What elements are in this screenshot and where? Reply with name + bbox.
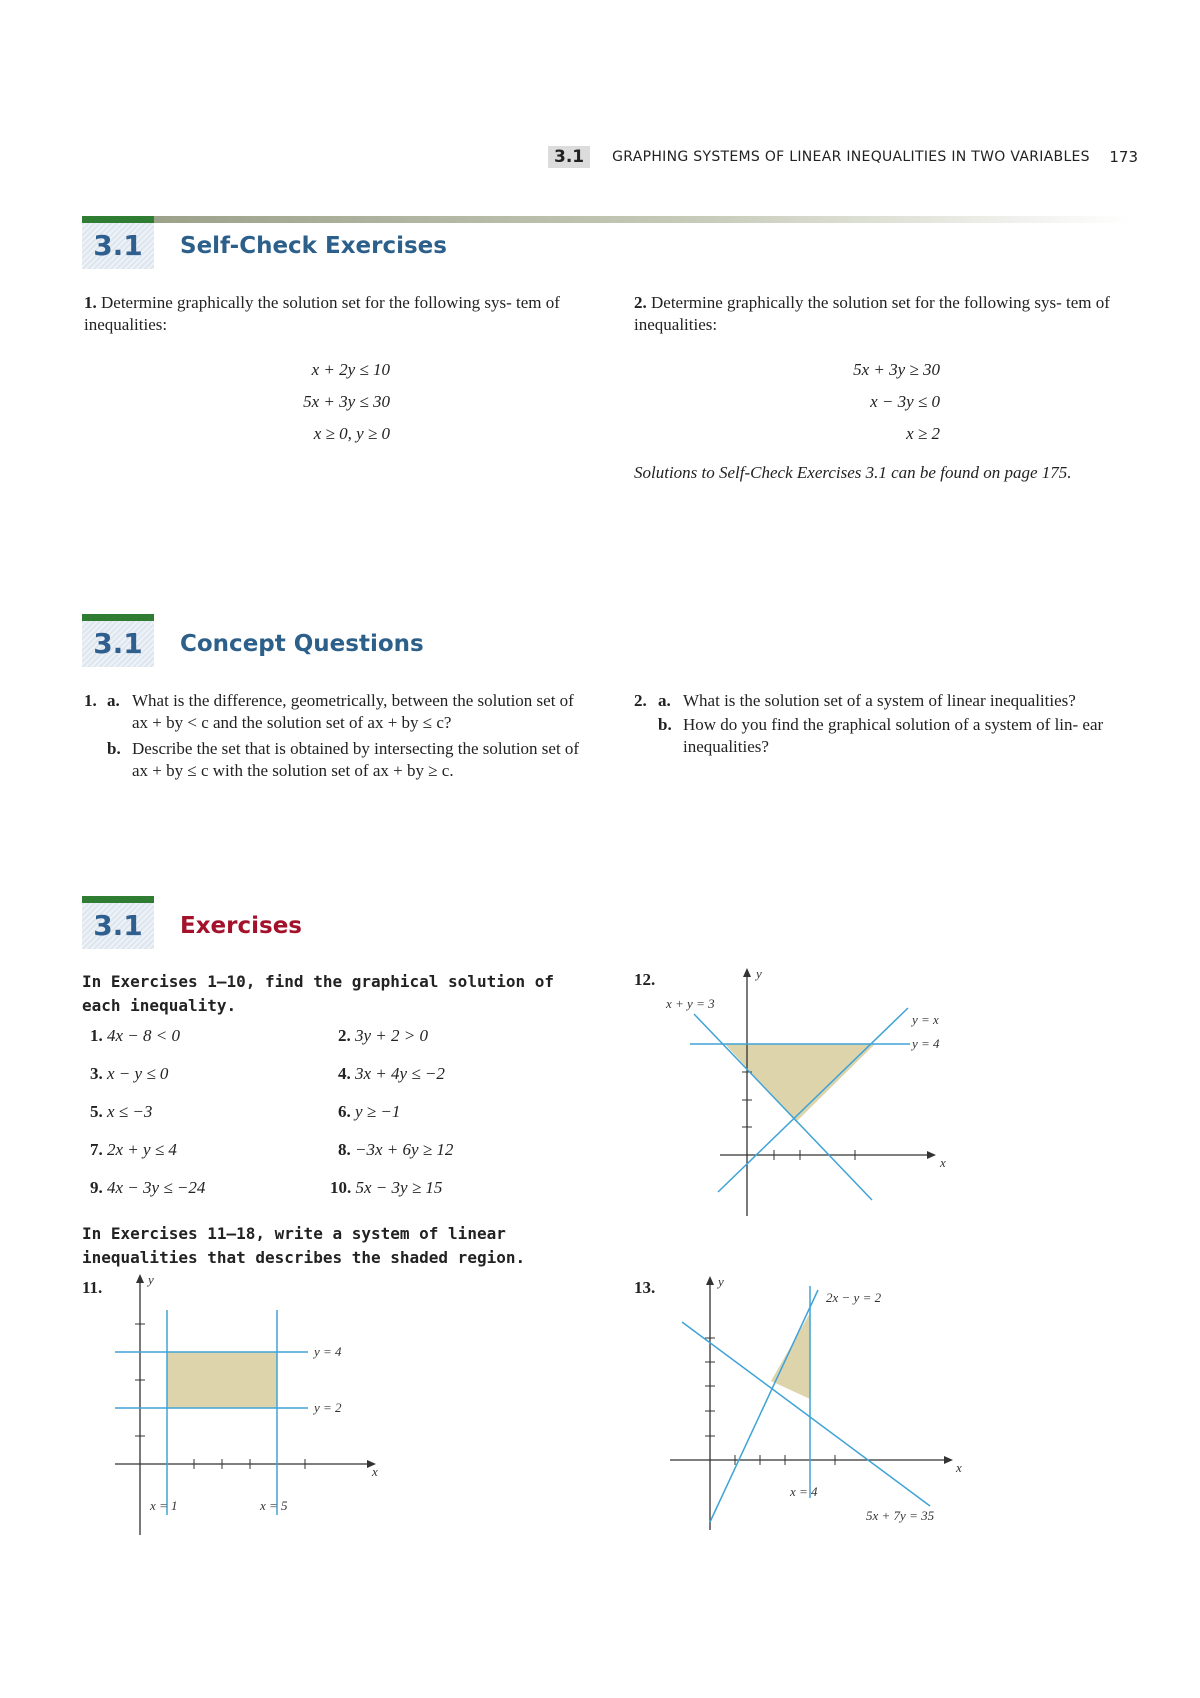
- y-axis-label: y: [756, 966, 762, 981]
- shaded-region: [167, 1352, 277, 1408]
- exercise-item: 10. 5x − 3y ≥ 15: [330, 1178, 443, 1197]
- page-number: 173: [1109, 148, 1138, 166]
- exercise-item: 3. x − y ≤ 0: [90, 1064, 169, 1083]
- x-axis-label: x: [940, 1155, 946, 1170]
- x-axis-label: x: [956, 1460, 962, 1475]
- exercise-item: 5. x ≤ −3: [90, 1102, 153, 1121]
- question-part-label: a.: [107, 691, 120, 710]
- line-label: 5x + 7y = 35: [866, 1508, 935, 1523]
- line-label: y = 4: [314, 1344, 342, 1359]
- figure-number: 12.: [634, 970, 656, 989]
- question-number: 2.: [634, 691, 647, 710]
- exercise-item: 6. y ≥ −1: [338, 1102, 401, 1121]
- section-title: Exercises: [180, 913, 302, 939]
- x-axis-arrow: [944, 1456, 953, 1464]
- exercise-item: 7. 2x + y ≤ 4: [90, 1140, 177, 1159]
- problem-number: 2.: [634, 293, 647, 312]
- section-rule: [82, 614, 154, 621]
- shaded-region: [771, 1313, 810, 1399]
- solutions-note: Solutions to Self-Check Exercises 3.1 can be found on page 175.: [634, 463, 1072, 482]
- header-title: GRAPHING SYSTEMS OF LINEAR INEQUALITIES IN TWO VARIABLES: [612, 149, 1090, 165]
- line-label: y = x: [912, 1012, 939, 1027]
- section-number-badge: 3.1: [82, 223, 154, 269]
- line-label: x = 5: [260, 1498, 288, 1513]
- section-number-badge: 3.1: [82, 903, 154, 949]
- problem-text: Determine graphically the solution set for the following sys- tem of inequalities:: [84, 293, 560, 334]
- self-check-problem-1: [84, 292, 584, 336]
- figure-number: 13.: [634, 1278, 656, 1297]
- self-check-problem-2: [634, 292, 1134, 336]
- y-axis-label: y: [148, 1272, 154, 1287]
- question-number: 1.: [84, 691, 97, 710]
- y-axis-arrow: [743, 968, 751, 977]
- question-part-label: b.: [107, 739, 121, 758]
- figure-number: 11.: [82, 1278, 103, 1297]
- question-part-label: a.: [658, 691, 671, 710]
- concept-question-2b: How do you find the graphical solution of a system of lin- ear inequalities?: [683, 715, 1104, 756]
- equation: 5x + 3y ≤ 30: [303, 392, 390, 411]
- concept-question-1b: Describe the set that is obtained by intersecting the solution set of ax + by ≤ c with the solution set of ax + by ≥ c.: [132, 739, 580, 780]
- y-axis-label: y: [718, 1274, 724, 1289]
- equation: x + 2y ≤ 10: [311, 360, 390, 379]
- concept-question-2a: What is the solution set of a system of linear inequalities?: [683, 691, 1076, 710]
- line-label: y = 4: [912, 1036, 940, 1051]
- figure-12-graph: [650, 964, 970, 1226]
- line-label: y = 2: [314, 1400, 342, 1415]
- line-label: x = 1: [150, 1498, 178, 1513]
- equation: x − 3y ≤ 0: [870, 392, 940, 411]
- exercise-item: 1. 4x − 8 < 0: [90, 1026, 180, 1045]
- figure-11-graph: [100, 1270, 400, 1540]
- figure-13-graph: [660, 1272, 990, 1542]
- problem-text: Determine graphically the solution set for the following sys- tem of inequalities:: [634, 293, 1110, 334]
- equation: x ≥ 0, y ≥ 0: [313, 424, 390, 443]
- exercise-instruction: In Exercises 1–10, find the graphical solution of each inequality.: [82, 972, 555, 1015]
- exercise-item: 2. 3y + 2 > 0: [338, 1026, 428, 1045]
- exercise-instruction: In Exercises 11–18, write a system of linear inequalities that describes the shaded region.: [82, 1224, 526, 1267]
- section-rule: [82, 216, 1132, 223]
- line-label: 2x − y = 2: [826, 1290, 882, 1305]
- equation: 5x + 3y ≥ 30: [853, 360, 940, 379]
- y-axis-arrow: [706, 1276, 714, 1285]
- exercise-item: 4. 3x + 4y ≤ −2: [338, 1064, 445, 1083]
- section-rule: [82, 896, 154, 903]
- section-number-badge: 3.1: [82, 621, 154, 667]
- problem-number: 1.: [84, 293, 97, 312]
- exercise-item: 8. −3x + 6y ≥ 12: [338, 1140, 454, 1159]
- running-header: [548, 144, 1138, 170]
- line-x-plus-y-3: [694, 1014, 872, 1200]
- section-title: Self-Check Exercises: [180, 233, 447, 259]
- concept-question-1a: What is the difference, geometrically, between the solution set of ax + by < c and the solution set of ax + by ≤ c?: [132, 691, 574, 732]
- line-label: x + y = 3: [666, 996, 715, 1011]
- question-part-label: b.: [658, 715, 672, 734]
- y-axis-arrow: [136, 1274, 144, 1283]
- x-axis-label: x: [372, 1464, 378, 1479]
- x-axis-arrow: [927, 1151, 936, 1159]
- header-section-number: 3.1: [548, 146, 590, 168]
- line-label: x = 4: [790, 1484, 818, 1499]
- exercise-item: 9. 4x − 3y ≤ −24: [90, 1178, 206, 1197]
- section-title: Concept Questions: [180, 631, 424, 657]
- equation: x ≥ 2: [906, 424, 940, 443]
